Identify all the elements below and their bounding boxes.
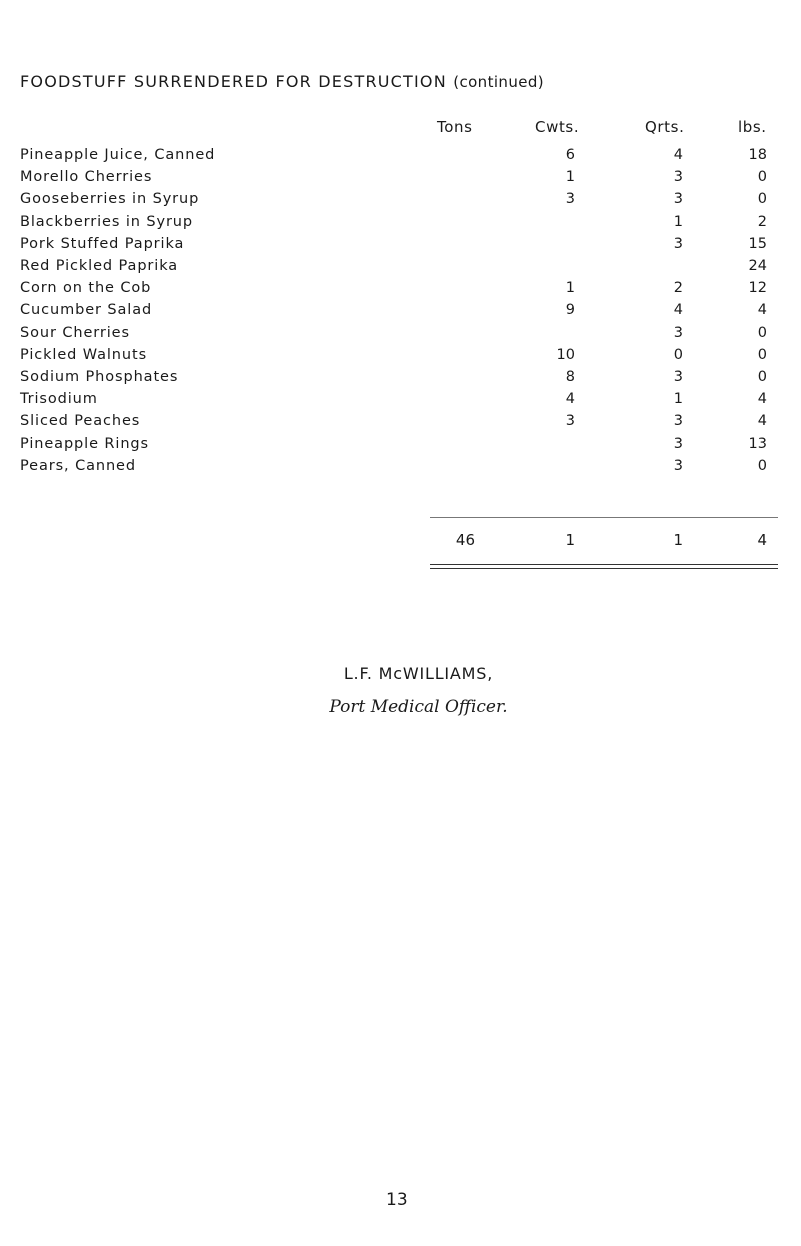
cell-qrts: 3: [673, 324, 683, 341]
table-row: [0, 191, 801, 213]
cell-cwts: 1: [565, 169, 575, 186]
cell-lbs: 15: [748, 235, 767, 252]
cell-qrts: 3: [673, 235, 683, 252]
cell-lbs: 0: [757, 346, 767, 363]
cell-qrts: 2: [673, 280, 683, 297]
cell-cwts: 1: [565, 280, 575, 297]
item-name: Sliced Peaches: [20, 413, 141, 430]
cell-lbs: 12: [748, 280, 767, 297]
cell-qrts: 3: [673, 169, 683, 186]
table-row: [0, 369, 801, 391]
table-row: [0, 169, 801, 191]
cell-qrts: 0: [673, 346, 683, 363]
item-name: Pineapple Juice, Canned: [20, 147, 216, 163]
table-row: [0, 147, 801, 169]
cell-lbs: 13: [748, 435, 767, 452]
cell-lbs: 4: [757, 413, 767, 430]
table-row: [0, 280, 801, 302]
cell-lbs: 4: [757, 391, 767, 408]
cell-lbs: 18: [748, 147, 767, 163]
cell-qrts: 4: [673, 147, 683, 163]
cell-qrts: 3: [673, 369, 683, 385]
table-row: [0, 413, 801, 435]
cell-qrts: 3: [673, 435, 683, 452]
page-number: 13: [386, 1190, 408, 1210]
total-qrts: 1: [673, 531, 683, 549]
cell-cwts: 9: [565, 302, 575, 319]
total-double-rule: [430, 564, 778, 569]
cell-lbs: 0: [757, 324, 767, 341]
page-title: [20, 72, 544, 91]
cell-cwts: 3: [565, 413, 575, 430]
cell-cwts: 4: [565, 391, 575, 408]
cell-lbs: 0: [757, 369, 767, 385]
total-cwts: 1: [565, 531, 575, 549]
item-name: Trisodium: [20, 391, 98, 408]
item-name: Pickled Walnuts: [20, 346, 148, 363]
cell-lbs: 0: [757, 169, 767, 186]
item-name: Red Pickled Paprika: [20, 258, 179, 274]
table-row: [0, 391, 801, 413]
signatory-name: L.F. McWILLIAMS,: [343, 664, 494, 683]
cell-qrts: 3: [673, 191, 683, 208]
totals-row: [0, 531, 801, 553]
cell-qrts: 4: [673, 302, 683, 319]
cell-qrts: 3: [673, 413, 683, 430]
subtotal-rule: [430, 517, 778, 518]
item-name: Corn on the Cob: [20, 280, 152, 297]
total-tons: 46: [455, 531, 475, 549]
item-name: Gooseberries in Syrup: [20, 191, 200, 208]
cell-qrts: 1: [673, 213, 683, 230]
table-row: [0, 347, 801, 369]
item-name: Sour Cherries: [20, 324, 130, 341]
title-suffix: (continued): [453, 73, 545, 91]
cell-lbs: 0: [757, 457, 767, 474]
cell-lbs: 2: [757, 213, 767, 230]
cell-cwts: 8: [565, 369, 575, 385]
cell-cwts: 3: [565, 191, 575, 208]
column-header-lbs: lbs.: [738, 118, 767, 136]
item-name: Sodium Phosphates: [20, 369, 179, 385]
signatory-title: Port Medical Officer.: [329, 697, 508, 717]
item-name: Blackberries in Syrup: [20, 213, 194, 230]
cell-lbs: 4: [757, 302, 767, 319]
table-row: [0, 325, 801, 347]
table-row: [0, 236, 801, 258]
item-name: Pears, Canned: [20, 457, 136, 474]
table-row: [0, 436, 801, 458]
table-row: [0, 302, 801, 324]
column-header-qrts: Qrts.: [645, 118, 685, 136]
cell-lbs: 0: [757, 191, 767, 208]
item-name: Morello Cherries: [20, 169, 153, 186]
title-text: FOODSTUFF SURRENDERED FOR DESTRUCTION: [20, 72, 447, 91]
table-row: [0, 214, 801, 236]
cell-qrts: 3: [673, 457, 683, 474]
table-row: [0, 258, 801, 280]
column-header-tons: Tons: [437, 118, 473, 136]
item-name: Pineapple Rings: [20, 435, 149, 452]
cell-lbs: 24: [748, 258, 767, 274]
cell-cwts: 10: [556, 346, 575, 363]
cell-qrts: 1: [673, 391, 683, 408]
item-name: Cucumber Salad: [20, 302, 153, 319]
column-header-cwts: Cwts.: [535, 118, 580, 136]
table-row: [0, 458, 801, 480]
cell-cwts: 6: [565, 147, 575, 163]
total-lbs: 4: [757, 531, 767, 549]
item-name: Pork Stuffed Paprika: [20, 235, 185, 252]
